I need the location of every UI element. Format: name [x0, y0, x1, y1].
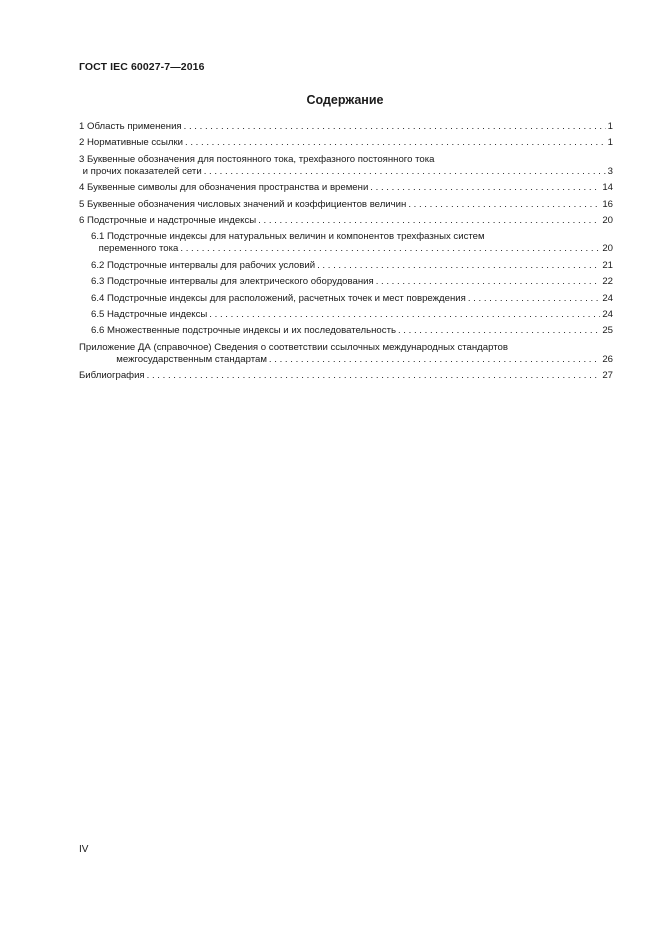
dot-leader: [317, 260, 600, 272]
toc-entry[interactable]: [79, 370, 613, 382]
toc-entry[interactable]: [79, 276, 613, 288]
toc-entry-page-number: 14: [602, 182, 613, 194]
dot-leader: [184, 121, 606, 133]
toc-entry-label: 6.3 Подстрочные интервалы для электрического оборудования: [91, 276, 374, 288]
toc-entry-page-number: 25: [602, 325, 613, 337]
toc-entry-label: 5 Буквенные обозначения числовых значений и коэффициентов величин: [79, 198, 407, 210]
dot-leader: [376, 276, 601, 288]
toc-entry-label: переменного тока: [98, 243, 179, 255]
toc-entry-page-number: 26: [602, 353, 613, 365]
toc-entry-label: 6.2 Подстрочные интервалы для рабочих условий: [91, 259, 316, 271]
toc-entry[interactable]: [79, 325, 613, 337]
toc-entry-page-number: 22: [602, 276, 613, 288]
toc-entry-row: [79, 199, 613, 211]
toc-entry-row: [91, 260, 613, 272]
toc-entry-label: 4 Буквенные символы для обозначения пространства и времени: [79, 182, 369, 194]
toc-entry-label: Библиография: [79, 370, 145, 382]
toc-entry-page-number: 20: [602, 214, 613, 226]
toc-entry[interactable]: [79, 309, 613, 321]
toc-entry-row: [79, 215, 613, 227]
dot-leader: [147, 370, 601, 382]
toc-entry-page-number: 3: [607, 165, 613, 177]
toc-entry-row: [91, 325, 613, 337]
toc-entry-row: [79, 121, 613, 133]
toc-entry[interactable]: [79, 121, 613, 133]
toc-entry[interactable]: [79, 293, 613, 305]
toc-entry-label: 6.5 Надстрочные индексы: [91, 308, 208, 320]
table-of-contents: [79, 121, 613, 386]
toc-entry-label: и прочих показателей сети: [82, 165, 202, 177]
standard-header: ГОСТ IEC 60027-7—2016: [79, 61, 205, 73]
dot-leader: [408, 199, 600, 211]
toc-entry-page-number: 21: [602, 259, 613, 271]
toc-entry[interactable]: [79, 199, 613, 211]
dot-leader: [468, 293, 600, 305]
toc-entry-title-line: Приложение ДА (справочное) Сведения о соответствии ссылочных международных стандартов: [79, 341, 508, 353]
toc-entry-row: [91, 276, 613, 288]
toc-entry[interactable]: [79, 231, 613, 255]
dot-leader: [258, 215, 600, 227]
dot-leader: [269, 354, 600, 366]
toc-entry-page-number: 20: [602, 243, 613, 255]
toc-entry-label: 2 Нормативные ссылки: [79, 137, 184, 149]
toc-entry-page-number: 27: [602, 370, 613, 382]
toc-entry-title-line: 6.1 Подстрочные индексы для натуральных величин и компонентов трехфазных систем: [91, 231, 485, 243]
toc-entry-row: [79, 166, 613, 178]
toc-entry-row: [91, 293, 613, 305]
dot-leader: [185, 137, 606, 149]
toc-entry-page-number: 1: [607, 121, 613, 132]
toc-entry-row: [79, 370, 613, 382]
toc-entry[interactable]: [79, 342, 613, 366]
toc-entry[interactable]: [79, 215, 613, 227]
toc-entry-row: [79, 137, 613, 149]
toc-entry-label: 1 Область применения: [79, 121, 182, 132]
toc-entry-page-number: 24: [602, 292, 613, 304]
toc-entry-page-number: 24: [602, 308, 613, 320]
toc-title: Содержание: [306, 93, 384, 107]
toc-entry[interactable]: [79, 182, 613, 194]
toc-entry-label: 6.6 Множественные подстрочные индексы и их последовательность: [91, 325, 396, 337]
dot-leader: [370, 182, 600, 194]
toc-entry-label: межгосударственным стандартам: [116, 353, 267, 365]
page-number: IV: [79, 844, 89, 855]
toc-entry-title-line: 3 Буквенные обозначения для постоянного тока, трехфазного постоянного тока: [79, 153, 435, 165]
dot-leader: [209, 309, 600, 321]
toc-entry-row: [79, 182, 613, 194]
toc-entry[interactable]: [79, 154, 613, 178]
toc-entry-row: [79, 354, 613, 366]
toc-entry-row: [91, 309, 613, 321]
dot-leader: [180, 243, 600, 255]
dot-leader: [398, 325, 600, 337]
toc-entry-row: [91, 243, 613, 255]
toc-entry-label: 6 Подстрочные и надстрочные индексы: [79, 214, 257, 226]
toc-entry[interactable]: [79, 260, 613, 272]
toc-entry-label: 6.4 Подстрочные индексы для расположений, расчетных точек и мест повреждения: [91, 292, 466, 304]
dot-leader: [204, 166, 606, 178]
toc-entry-page-number: 1: [607, 137, 613, 149]
toc-entry[interactable]: [79, 137, 613, 149]
toc-entry-page-number: 16: [602, 198, 613, 210]
